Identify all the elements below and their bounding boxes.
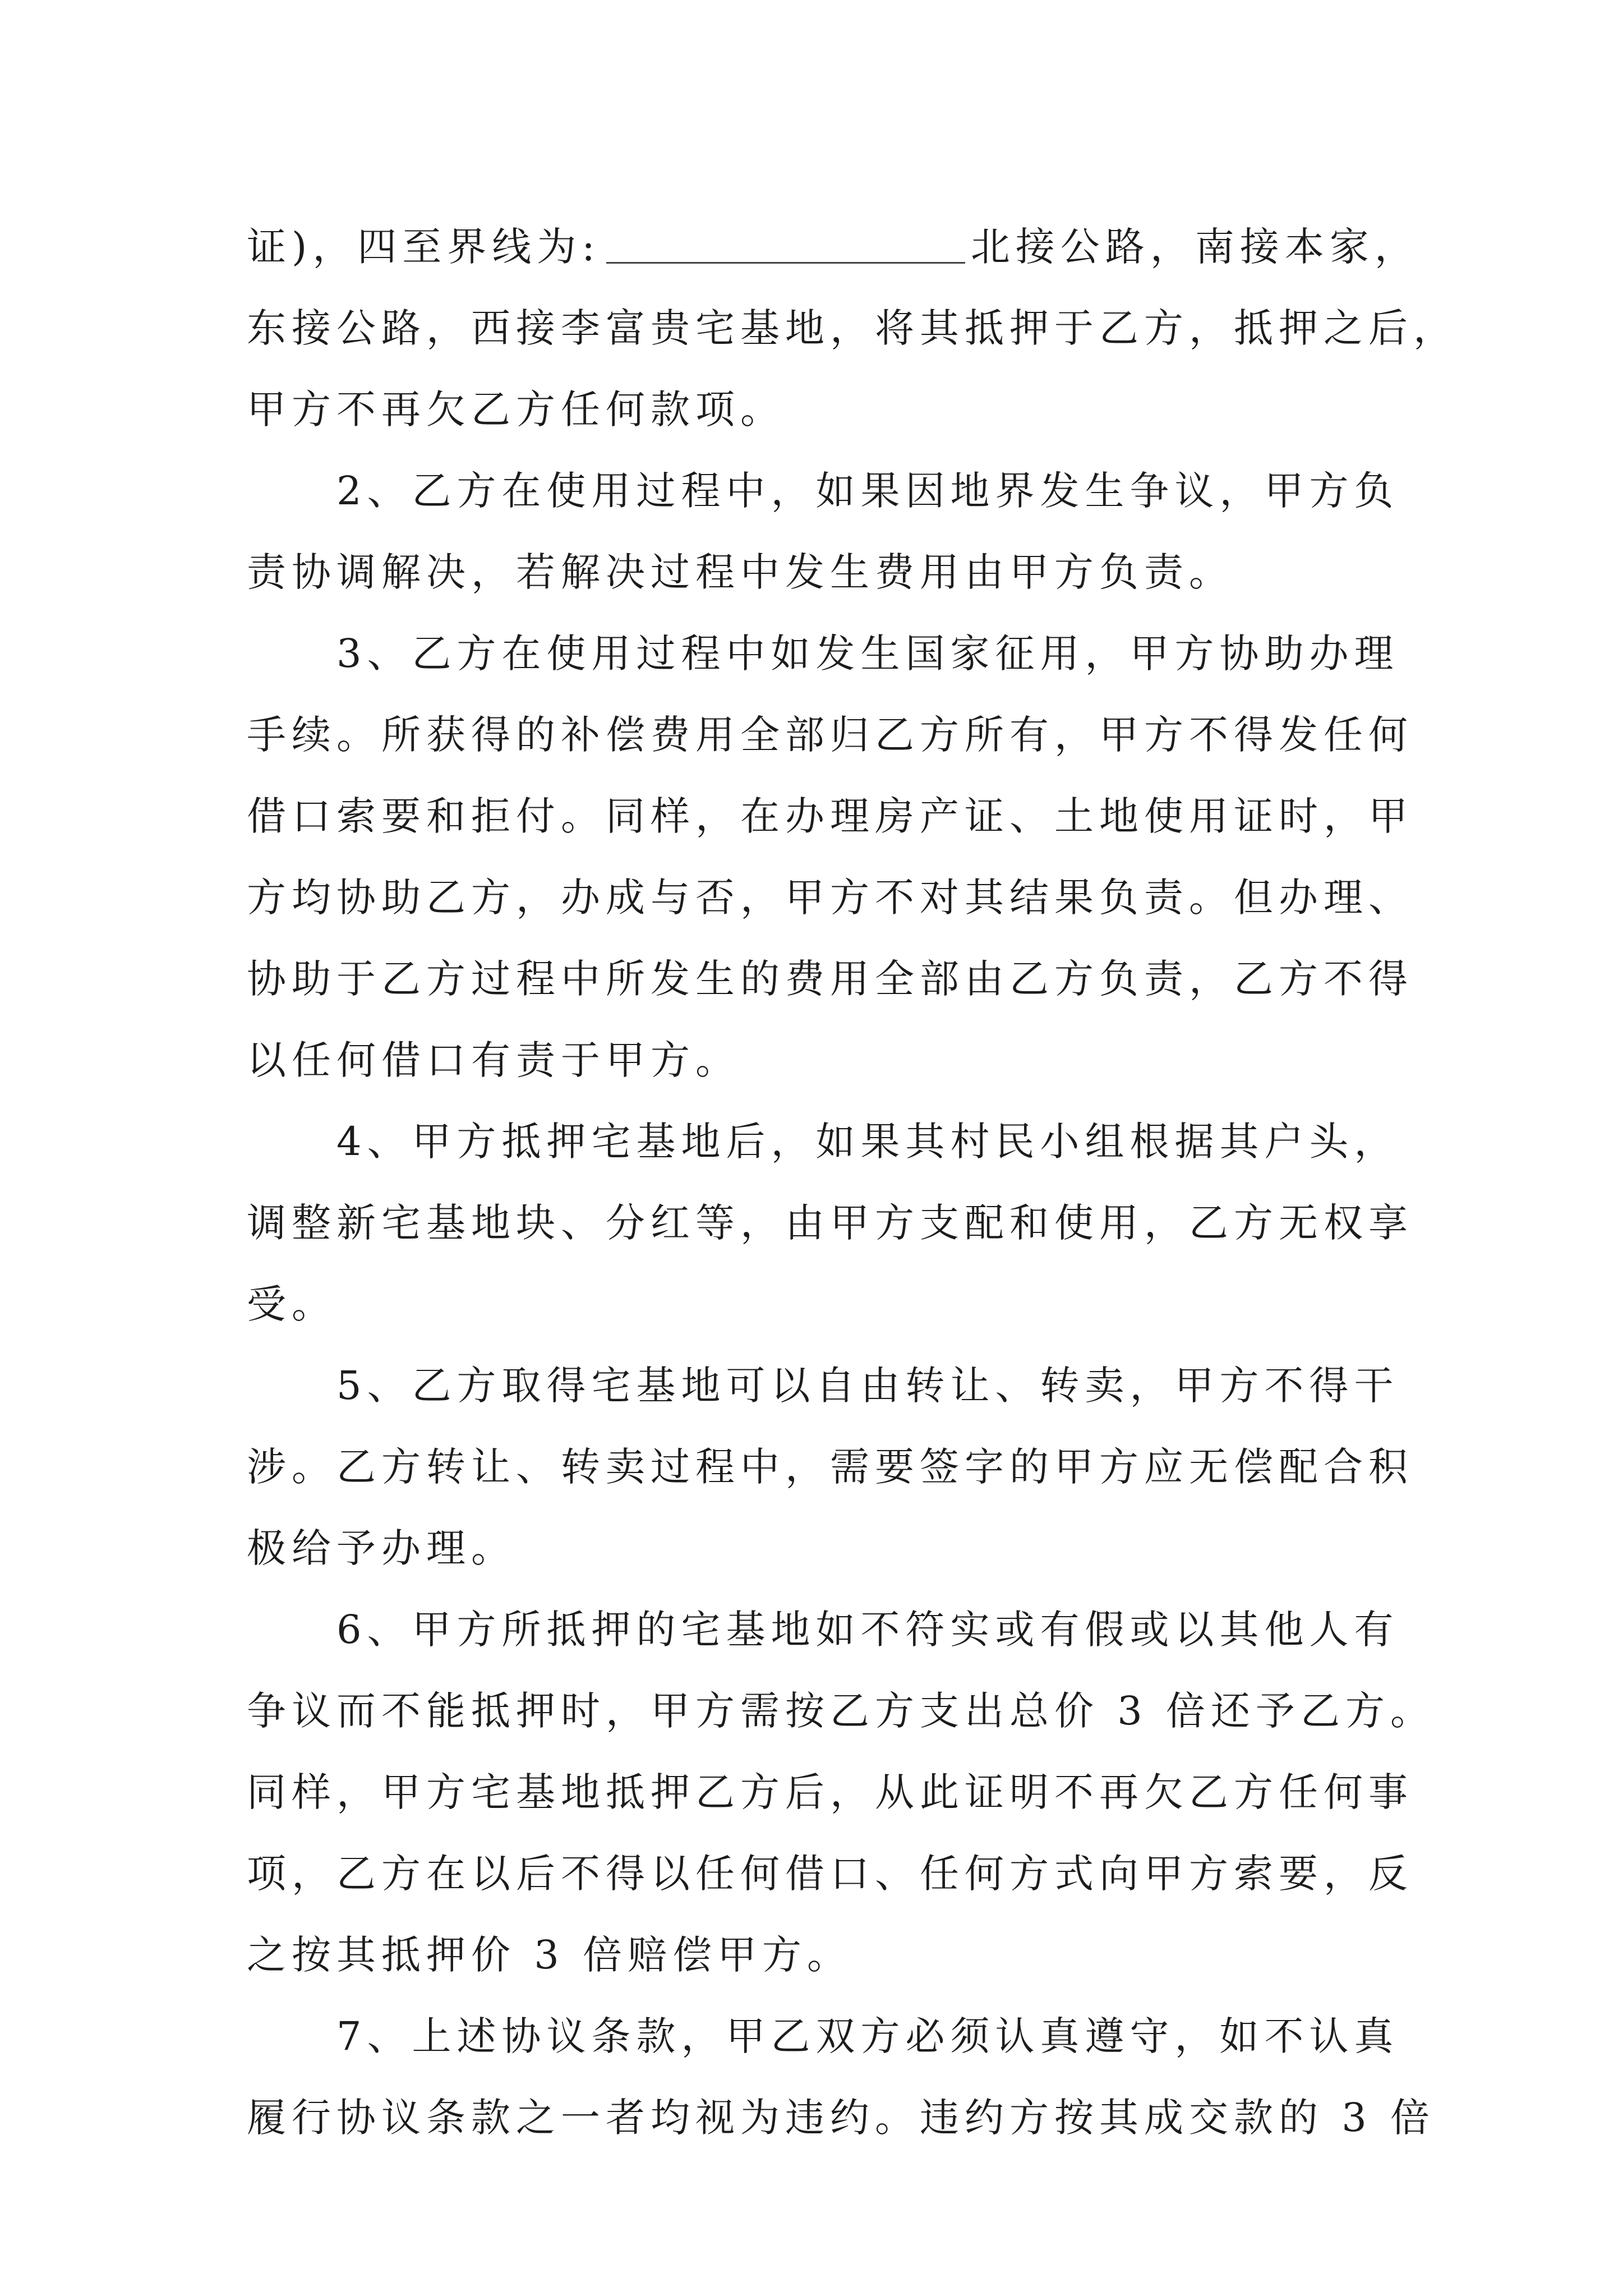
document-line <box>247 1427 1413 1508</box>
line-text: 4、甲方抵押宅基地后，如果其村民小组根据其户头， <box>336 1119 1399 1165</box>
document-line <box>247 1020 1391 1101</box>
line-text-post: 北接公路，南接本家， <box>970 224 1419 270</box>
line-text: 同样，甲方宅基地抵押乙方后，从此证明不再欠乙方任何事 <box>247 1769 1413 1815</box>
line-text: 7、上述协议条款，甲乙双方必须认真遵守，如不认真 <box>336 2013 1399 2059</box>
line-text: 以任何借口有责于甲方。 <box>247 1037 740 1083</box>
document-line <box>247 532 1391 613</box>
line-text: 之按其抵押价 3 倍赔偿甲方。 <box>247 1932 852 1978</box>
document-line <box>247 694 1413 776</box>
line-text: 受。 <box>247 1281 336 1327</box>
document-line <box>247 450 1399 532</box>
document-line <box>247 1833 1413 1915</box>
document-line <box>247 2077 1436 2159</box>
line-text: 6、甲方所抵押的宅基地如不符实或有假或以其他人有 <box>336 1607 1399 1653</box>
fill-in-blank-line <box>606 222 965 264</box>
document-line <box>247 1345 1399 1427</box>
document-body <box>247 206 1458 2159</box>
line-text: 甲方不再欠乙方任何款项。 <box>247 386 785 432</box>
document-line <box>247 1996 1399 2077</box>
line-text: 调整新宅基地块、分红等，由甲方支配和使用，乙方无权享 <box>247 1200 1413 1246</box>
document-line <box>247 613 1399 694</box>
document-line <box>247 1508 1391 1589</box>
line-text: 东接公路，西接李富贵宅基地，将其抵押于乙方，抵押之后， <box>247 305 1458 351</box>
line-text: 涉。乙方转让、转卖过程中，需要签字的甲方应无偿配合积 <box>247 1444 1413 1490</box>
line-text: 手续。所获得的补偿费用全部归乙方所有，甲方不得发任何 <box>247 712 1413 758</box>
line-text: 借口索要和拒付。同样，在办理房产证、土地使用证时，甲 <box>247 793 1413 839</box>
line-text: 项，乙方在以后不得以任何借口、任何方式向甲方索要，反 <box>247 1851 1413 1897</box>
document-line <box>247 776 1413 857</box>
line-text: 争议而不能抵押时，甲方需按乙方支出总价 3 倍还予乙方。 <box>247 1688 1436 1734</box>
document-line <box>247 1671 1436 1752</box>
line-text: 2、乙方在使用过程中，如果因地界发生争议，甲方负 <box>336 468 1399 514</box>
line-text: 方均协助乙方，办成与否，甲方不对其结果负责。但办理、 <box>247 875 1413 921</box>
line-text: 协助于乙方过程中所发生的费用全部由乙方负责，乙方不得 <box>247 956 1413 1002</box>
document-line <box>247 1101 1399 1182</box>
line-text-pre: 证)，四至界线为: <box>247 224 601 270</box>
line-text: 3、乙方在使用过程中如发生国家征用，甲方协助办理 <box>336 631 1399 677</box>
document-line <box>247 938 1413 1020</box>
line-text: 履行协议条款之一者均视为违约。违约方按其成交款的 3 倍 <box>247 2095 1436 2141</box>
document-line <box>247 857 1413 938</box>
document-line <box>247 288 1458 369</box>
document-line <box>247 1182 1413 1264</box>
document-line <box>247 206 1419 288</box>
line-text: 极给予办理。 <box>247 1525 516 1571</box>
line-text: 5、乙方取得宅基地可以自由转让、转卖，甲方不得干 <box>336 1363 1399 1409</box>
line-text: 责协调解决，若解决过程中发生费用由甲方负责。 <box>247 549 1234 595</box>
document-line <box>247 1264 1391 1345</box>
document-line <box>247 369 1391 450</box>
document-line <box>247 1915 1391 1996</box>
document-line <box>247 1589 1399 1671</box>
document-line <box>247 1752 1413 1833</box>
